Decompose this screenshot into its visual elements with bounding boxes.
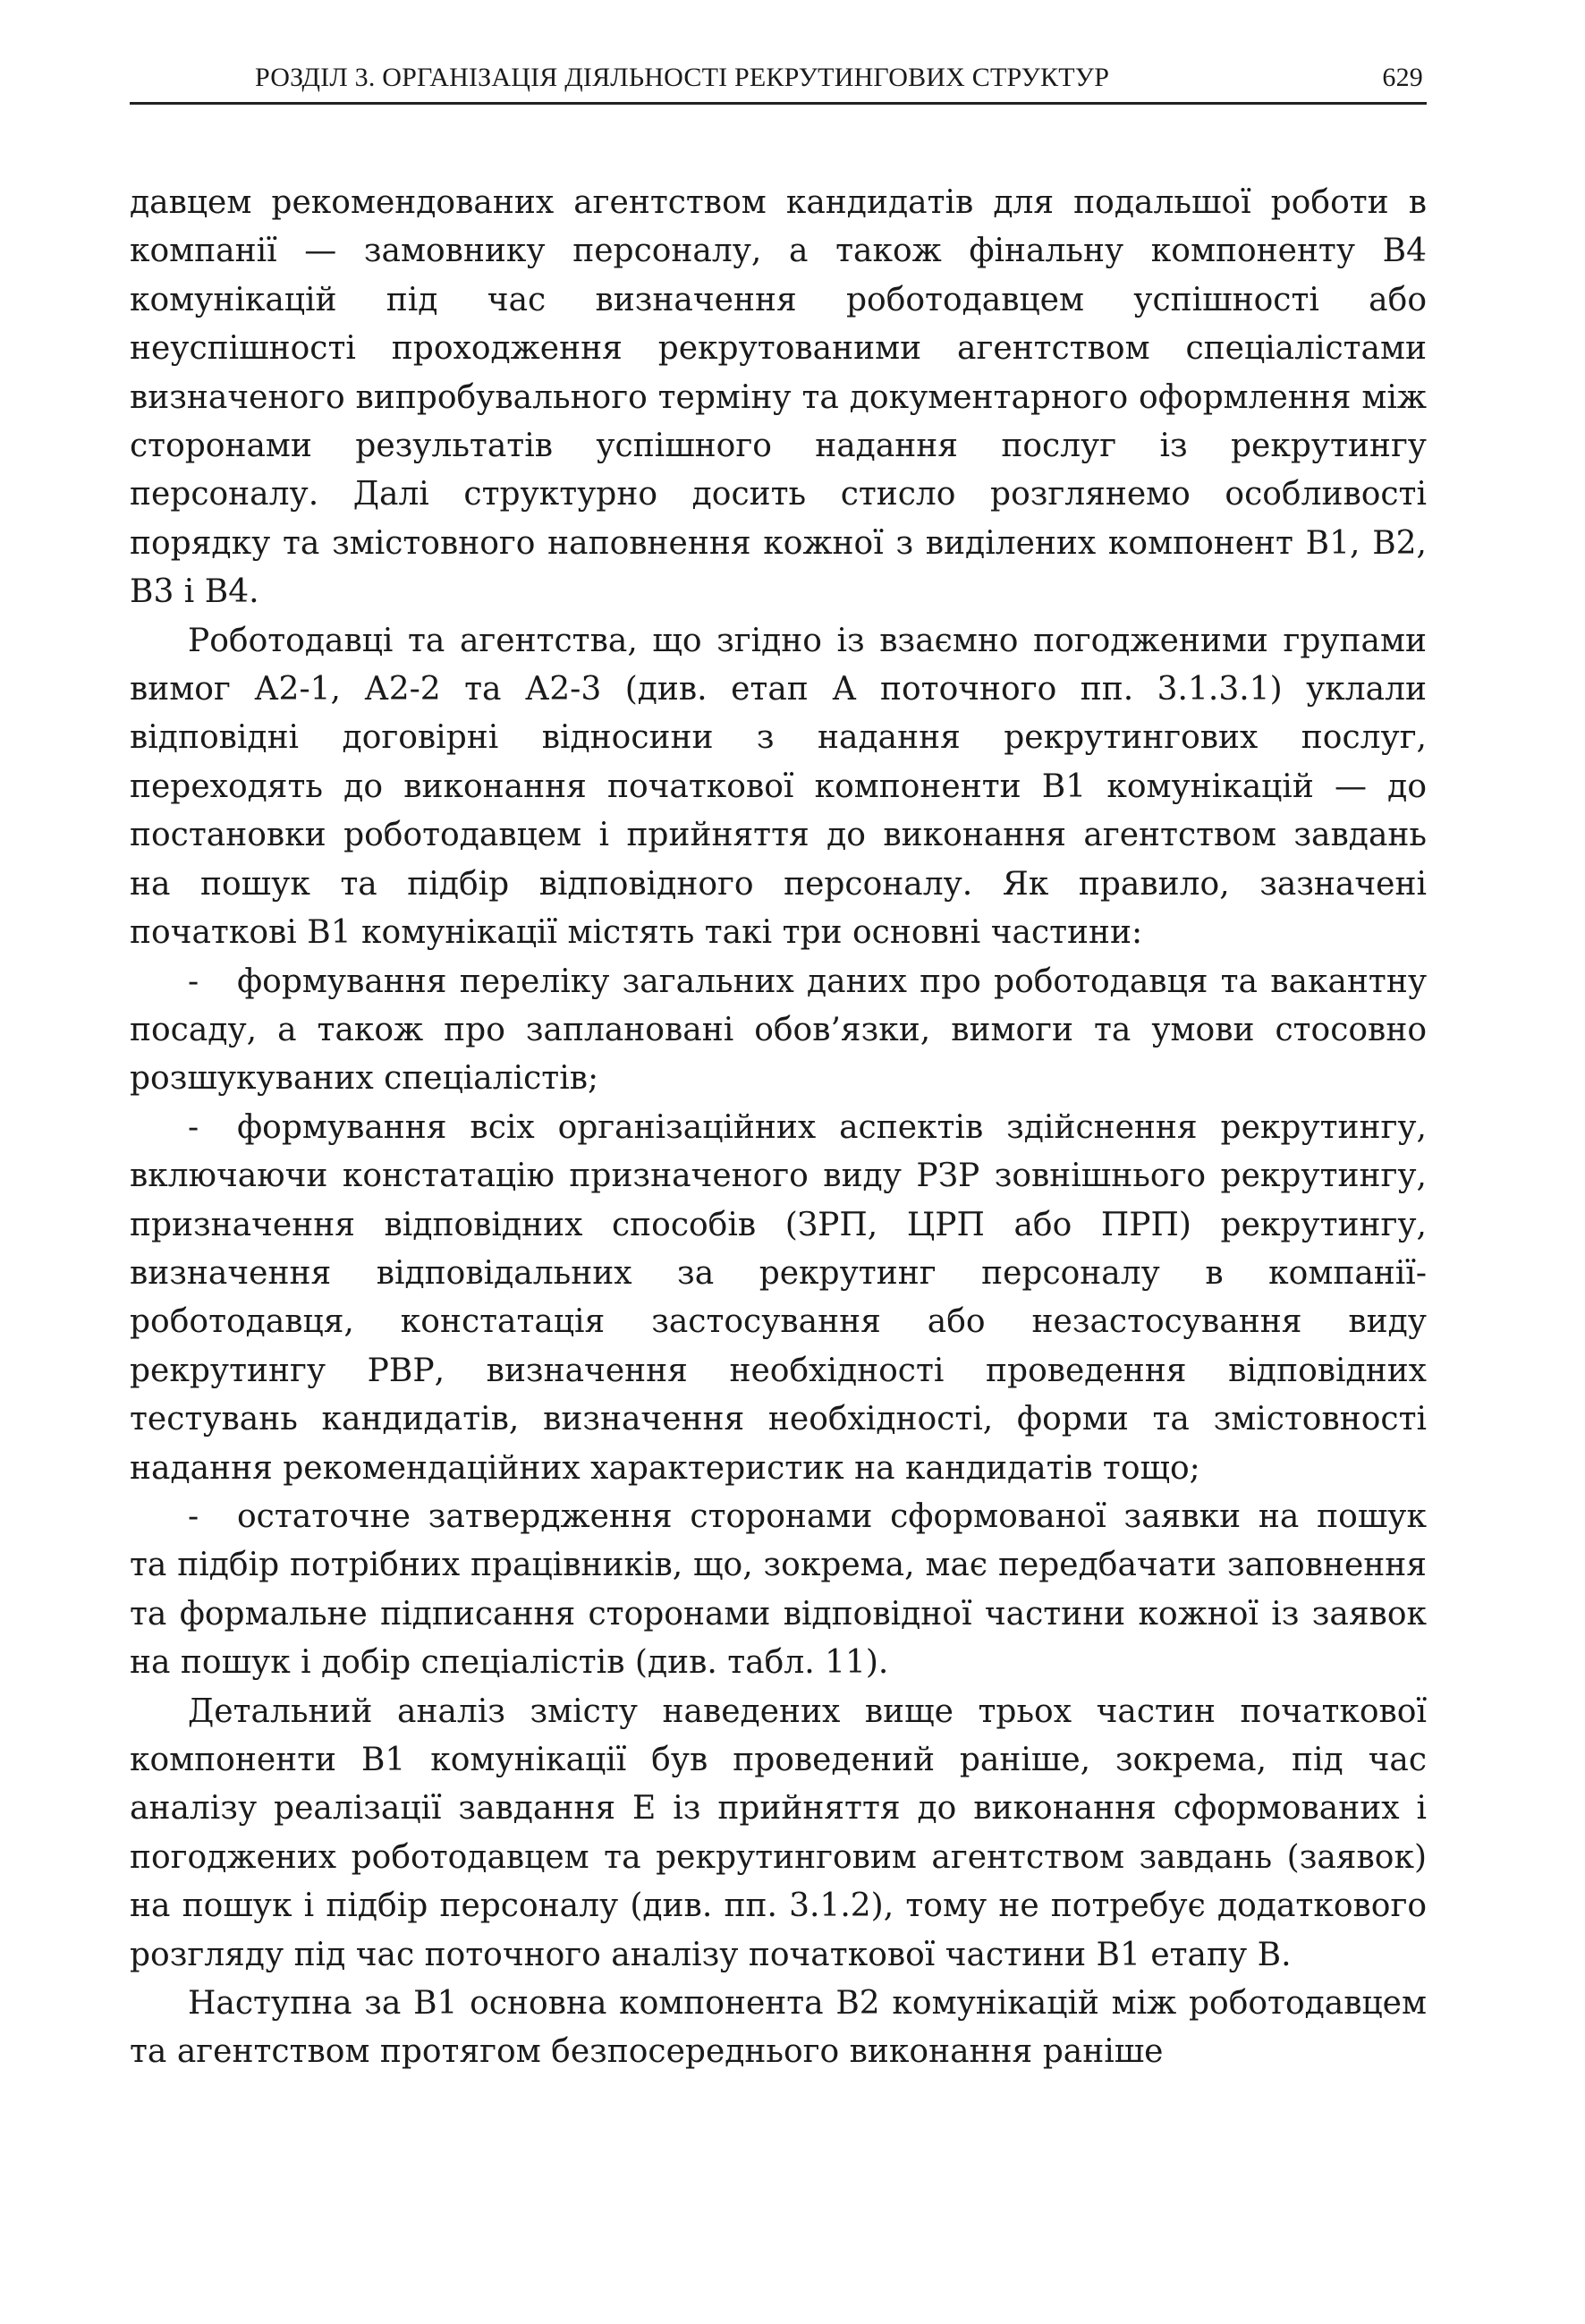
paragraph: Наступна за В1 основна компонента В2 комунікацій між роботодавцем та агентством протягом безпосереднього виконання раніше: [130, 1985, 1427, 2071]
list-item: [130, 1104, 1427, 1493]
list-item-text: формування переліку загальних даних про роботодавця та вакантну посаду, а також про заплановані обов’язки, вимоги та умови стосовно розшукуваних спеціалістів;: [130, 963, 1427, 1098]
list-item-text: остаточне затвердження сторонами сформованої заявки на пошук та підбір потрібних працівників, що, зокрема, має передбачати заповнення та формальне підписання сторонами відповідної частини кожної із заявок на пошук і добір спеціалістів (див. табл. 11).: [130, 1497, 1427, 1682]
list-item: [130, 958, 1427, 1104]
page-number: 629: [1382, 63, 1423, 92]
list-dash: -: [188, 1108, 199, 1146]
body-text: [130, 179, 1427, 2077]
paragraph: Роботодавці та агентства, що згідно із взаємно погодженими групами вимог А2-1, А2-2 та А2-3 (див. етап А поточного пп. 3.1.3.1) уклали відповідні договірні відносини з надання рекрутингових послуг, переходять до виконання початкової компоненти В1 комунікацій — до постановки роботодавцем і прийняття до виконання агентством завдань на пошук та підбір відповідного персоналу. Як правило, зазначені початкові В1 комунікації містять такі три основні частини:: [130, 622, 1427, 952]
running-header: [130, 54, 1427, 100]
list-item-text: формування всіх організаційних аспектів здійснення рекрутингу, включаючи констатацію призначеного виду РЗР зовнішнього рекрутингу, призначення відповідних способів (ЗРП, ЦРП або ПРП) рекрутингу, визначення відповідальних за рекрутинг персоналу в компанії-роботодавця, констатація застосування або незастосування виду рекрутингу РВР, визначення необхідності проведення відповідних тестувань кандидатів, визначення необхідності, форми та змістовності надання рекомендаційних характеристик на кандидатів тощо;: [130, 1108, 1427, 1487]
paragraph-continuation: давцем рекомендованих агентством кандидатів для подальшої роботи в компанії — замовнику персоналу, а також фінальну компоненту В4 комунікацій під час визначення роботодавцем успішності або неуспішності проходження рекрутованими агентством спеціалістами визначеного випробувального терміну та документарного оформлення між сторонами результатів успішного надання послуг із рекрутингу персоналу. Далі структурно досить стисло розглянемо особливості порядку та змістовного наповнення кожної з виділених компонент В1, В2, В3 і В4.: [130, 184, 1427, 611]
running-header-title: РОЗДІЛ 3. ОРГАНІЗАЦІЯ ДІЯЛЬНОСТІ РЕКРУТИНГОВИХ СТРУКТУР: [255, 63, 1110, 92]
paragraph: Детальний аналіз змісту наведених вище трьох частин початкової компоненти В1 комунікації був проведений раніше, зокрема, під час аналізу реалізації завдання Е із прийняття до виконання сформованих і погоджених роботодавцем та рекрутинговим агентством завдань (заявок) на пошук і підбір персоналу (див. пп. 3.1.2), тому не потребує додаткового розгляду під час поточного аналізу початкової частини В1 етапу В.: [130, 1692, 1427, 1973]
list-dash: -: [188, 1497, 199, 1535]
header-divider: [130, 102, 1427, 105]
list-dash: -: [188, 963, 199, 1000]
list-item: [130, 1493, 1427, 1688]
